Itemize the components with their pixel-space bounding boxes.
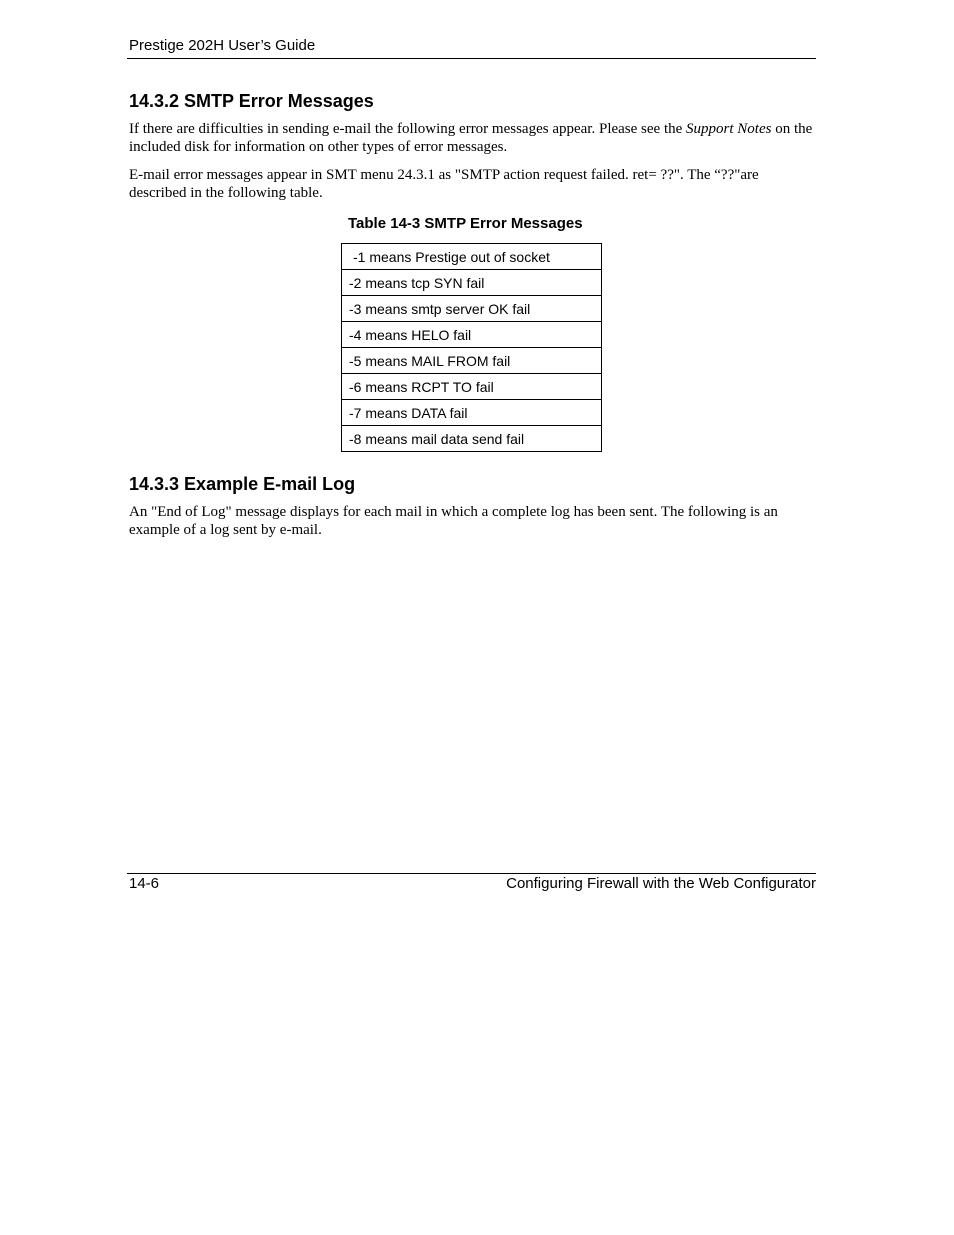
table-row xyxy=(342,374,602,400)
running-header: Prestige 202H User’s Guide xyxy=(129,37,316,54)
table-cell: -5 means MAIL FROM fail xyxy=(342,348,602,374)
table-row xyxy=(342,400,602,426)
table-row xyxy=(342,426,602,452)
table-caption: Table 14-3 SMTP Error Messages xyxy=(348,215,583,232)
table-row xyxy=(342,348,602,374)
error-description-paragraph: E-mail error messages appear in SMT menu 24.3.1 as "SMTP action request failed. ret= ??". The “??"are described in the following table. xyxy=(129,167,759,201)
table-cell: -6 means RCPT TO fail xyxy=(342,374,602,400)
table-row xyxy=(342,270,602,296)
support-notes-emphasis: Support Notes xyxy=(686,121,772,137)
table-row xyxy=(342,244,602,270)
table-cell: -1 means Prestige out of socket xyxy=(342,244,602,270)
intro-text-end: on the included disk for information on other types of error messages. xyxy=(129,121,813,155)
table-cell: -3 means smtp server OK fail xyxy=(342,296,602,322)
table-row xyxy=(342,296,602,322)
table-row xyxy=(342,322,602,348)
email-log-paragraph: An "End of Log" message displays for each mail in which a complete log has been sent. The following is an example of a log sent by e-mail. xyxy=(129,504,778,538)
table-cell: -2 means tcp SYN fail xyxy=(342,270,602,296)
smtp-error-table xyxy=(341,243,602,452)
header-rule xyxy=(127,58,816,59)
footer-rule xyxy=(127,873,816,874)
section-heading-email-log: 14.3.3 Example E-mail Log xyxy=(129,474,356,494)
section-heading-smtp-errors: 14.3.2 SMTP Error Messages xyxy=(129,91,374,111)
chapter-title: Configuring Firewall with the Web Configurator xyxy=(506,875,816,892)
page-number: 14-6 xyxy=(129,875,160,892)
table-cell: -8 means mail data send fail xyxy=(342,426,602,452)
table-cell: -4 means HELO fail xyxy=(342,322,602,348)
intro-text-start: If there are difficulties in sending e-mail the following error messages appear. Please see the xyxy=(129,121,687,137)
table-cell: -7 means DATA fail xyxy=(342,400,602,426)
intro-paragraph xyxy=(129,120,817,156)
